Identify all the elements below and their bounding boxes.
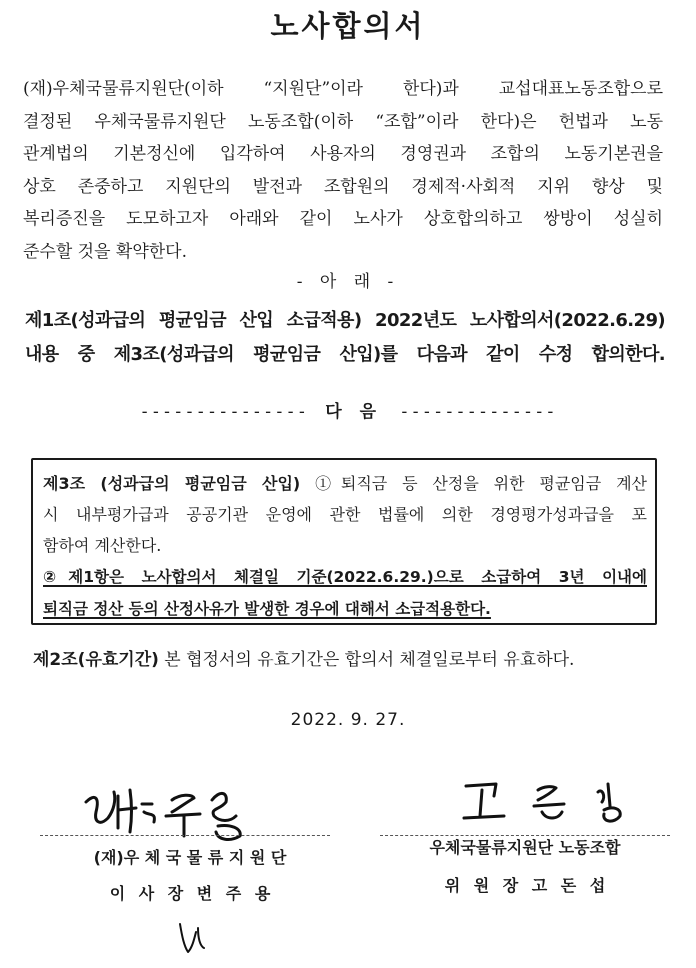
intro-line: 결정된 우체국물류지원단 노동조합(이하 “조합”이라 한다)은 헌법과 노동 — [23, 111, 663, 132]
box-line-1: ①퇴직금 등 산정을 위한 평균임금 계산 — [300, 474, 647, 493]
box-line-3: 함하여 계산한다. — [43, 536, 162, 555]
box-line — [43, 468, 647, 499]
box-line-5: 퇴직금 정산 등의 산정사유가 발생한 경우에 대해서 소급적용한다. — [43, 600, 491, 618]
right-organization: 우체국물류지원단 노동조합 — [429, 838, 621, 857]
article-2-heading: 제2조(유효기간) — [33, 650, 159, 670]
article-2 — [33, 645, 673, 670]
intro-line: 준수할 것을 확약한다. — [23, 241, 188, 262]
box-line-5-wrap — [43, 593, 647, 625]
intro-line: 관계법의 기본정신에 입각하여 사용자의 경영권과 조합의 노동기본권을 — [23, 144, 663, 164]
box-line-4-wrap — [43, 561, 647, 593]
initial-mark-icon — [174, 918, 214, 958]
article-3-heading: 제3조 (성과급의 평균임금 산입) — [43, 474, 301, 493]
left-signatory: 이 사 장 변 주 용 — [109, 884, 271, 903]
intro-line: 복리증진을 도모하고자 아래와 같이 노사가 상호합의하고 쌍방이 성실히 — [23, 209, 663, 229]
daeum-label: 다 음 — [325, 402, 382, 422]
article-2-text: 본 협정서의 유효기간은 합의서 체결일로부터 유효하다. — [158, 650, 575, 670]
signature-line-left — [40, 835, 330, 836]
article-1-line: 제1조(성과급의 평균임금 산입 소급적용) 2022년도 노사합의서(2022.6.29) — [25, 310, 665, 331]
intro-line: (재)우체국물류지원단(이하 “지원단”이라 한다)과 교섭대표노동조합으로 — [23, 79, 663, 99]
intro-line: 상호 존중하고 지원단의 발전과 조합원의 경제적·사회적 지위 향상 및 — [23, 176, 663, 197]
signature-left-icon — [80, 782, 270, 842]
signature-right-icon — [460, 776, 650, 836]
arae-heading: - 아 래 - — [296, 272, 400, 292]
article-1 — [25, 304, 665, 372]
right-signatory: 위 원 장 고 돈 섭 — [444, 876, 606, 895]
daeum-heading — [0, 397, 696, 422]
article-1-line: 내용 중 제3조(성과급의 평균임금 산입)를 다음과 같이 수정 합의한다. — [25, 344, 665, 365]
dashes-right: -------------- — [399, 402, 557, 422]
box-line-4: ②제1항은 노사합의서 체결일 기준(2022.6.29.)으로 소급하여 3년 이내에 — [43, 568, 647, 586]
intro-paragraph — [23, 73, 663, 268]
amended-article-box — [31, 458, 657, 625]
left-organization: (재)우 체 국 물 류 지 원 단 — [93, 848, 287, 867]
dashes-left: --------------- — [139, 402, 308, 422]
box-line-2: 시 내부평가급과 공공기관 운영에 관한 법률에 의한 경영평가성과급을 포 — [43, 505, 647, 524]
agreement-date: 2022. 9. 27. — [290, 710, 406, 730]
document-title: 노사합의서 — [270, 9, 426, 43]
